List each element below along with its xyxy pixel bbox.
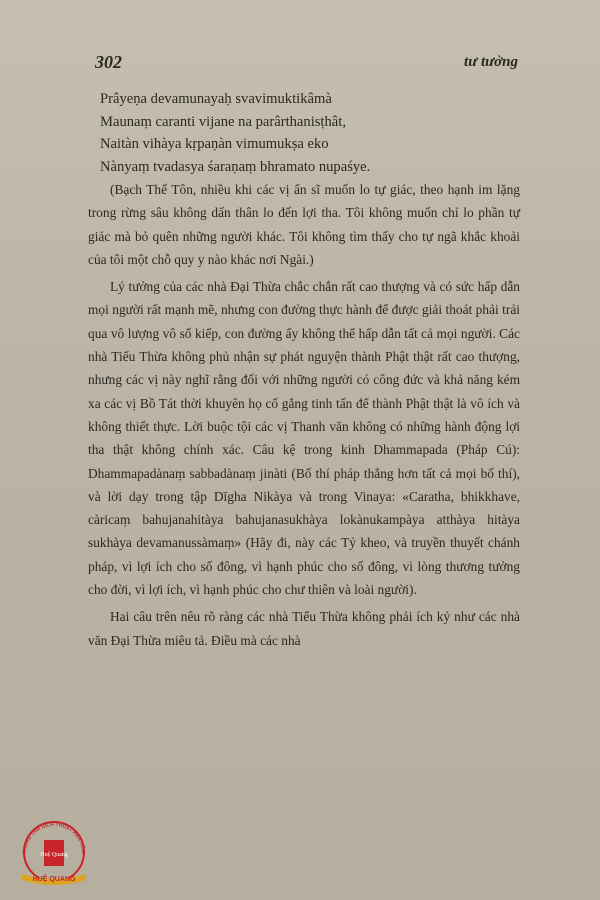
verse-line: Nànyaṃ tvadasya śaraṇaṃ bhramato nupaśye. [100,158,371,175]
seal-text: Huệ Quang [40,852,68,858]
body-text [88,88,520,652]
hue-quang-logo [16,818,92,888]
page-header [95,52,518,76]
sanskrit-verse [88,88,520,178]
page-number: 302 [95,52,122,72]
verse-line: Prâyeṇa devamunayaḥ svavimuktikâmà [100,91,332,107]
paragraph: Lý tưởng của các nhà Đại Thừa chắc chắn rất cao thượng và có sức hấp dẫn mọi người rất mạnh mẽ, nhưng con đường thực hành để được giải thoát phải trải qua vô lượng vô số kiếp, con đường ấy không thể hấp dẫn tất cả mọi người. Các nhà Tiểu Thừa không phủ nhận sự phát nguyện thành Phật thật rất cao thượng, nhưng các vị này nghĩ rằng đối với những người có công đức và khả năng kém xa các vị Bồ Tát thời khuyên họ cố gắng tinh tấn để thành Phật thật là vô ích và không thiết thực. Lời buộc tội các vị Thanh văn không có những hành động lợi tha thật không chính xác. Câu kệ trong kinh Dhammapada (Pháp Cú): Dhammapadànaṃ sabbadànaṃ jinàti (Bố thí pháp thắng hơn tất cả mọi bố thí), và lời dạy trong tập Dīgha Nikàya và trong Vinaya: «Caratha, bhikkhave, càricaṃ bahujanahitàya bahujanasukhàya lokànukampàya atthàya hitàya sukhàya devamanussàmaṃ» (Hãy đi, này các Tỷ kheo, và truyền thuyết chánh pháp, vì lợi ích cho số đông, vì hạnh phúc cho số đông, vì lòng thương tưởng cho đời, vì lợi ích, vì hạnh phúc cho chư thiên và loài người). [88,279,520,598]
logo-ring-text: TRUNG TÂM DỊCH THUẬT HÁN NÔM [21,821,87,855]
paragraph: Hai câu trên nêu rõ ràng các nhà Tiểu Thừa không phải ích kỷ như các nhà văn Đại Thừa miêu tả. Điều mà các nhà [88,609,520,648]
verse-translation: (Bạch Thế Tôn, nhiều khi các vị ẩn sĩ muốn lo tự giác, theo hạnh im lặng trong rừng sâu không dấn thân lo đến lợi tha. Tôi không muốn chỉ lo phần tự giác mà bỏ quên những người khác. Tôi không tìm thấy cho tự ngã khắc khoải của tôi một chỗ quy y nào khác nơi Ngài.) [88,182,520,267]
running-head: tư tưởng [464,54,518,70]
logo-name: HUỆ QUANG [32,876,76,883]
verse-line: Maunaṃ caranti vijane na parârthanisṭhât, [100,113,346,130]
verse-line: Naitàn vihàya kṛpaṇàn vimumukṣa eko [100,136,329,152]
